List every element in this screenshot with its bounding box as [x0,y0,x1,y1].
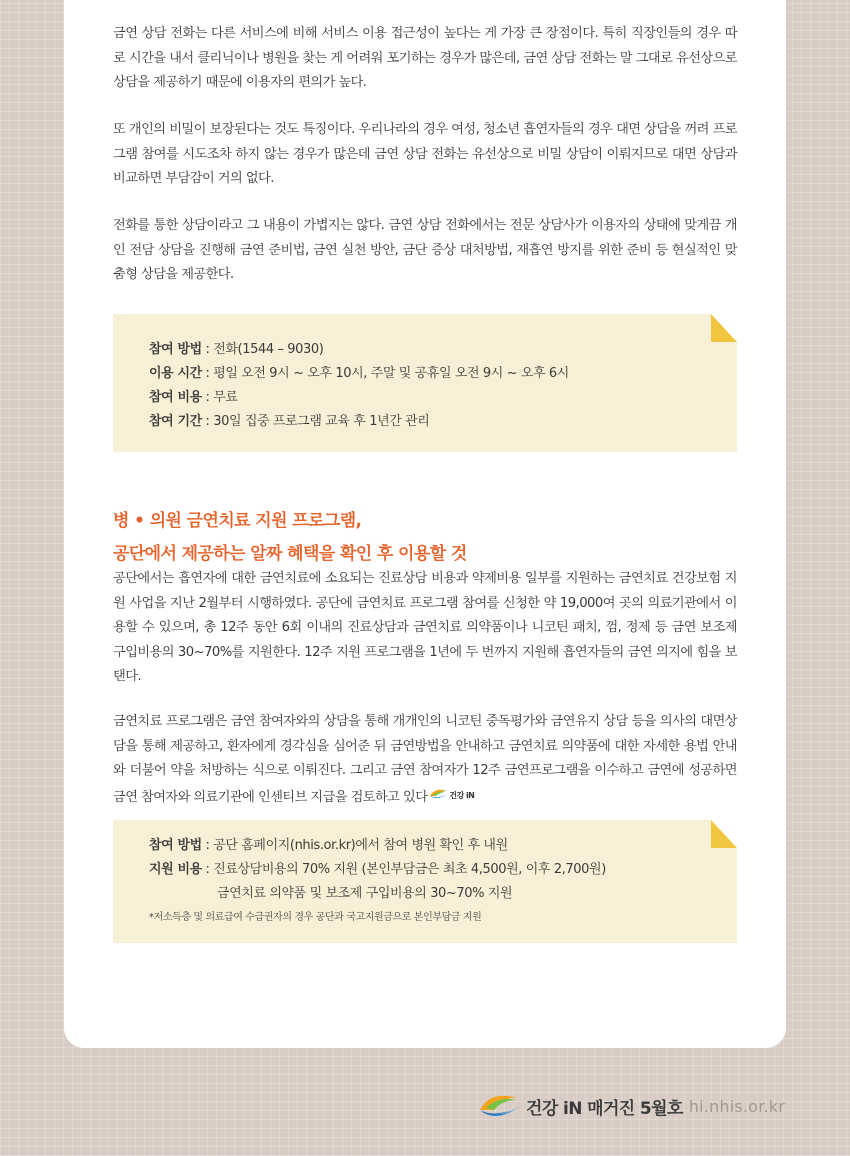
info-label: 참여 기간 [149,414,202,429]
folded-corner [711,820,737,848]
paragraph-treatment-program [113,710,737,810]
paragraph-counseling-content: 전화를 통한 상담이라고 그 내용이 가볍지는 않다. 금연 상담 전화에서는 전문 상담사가 이용자의 상태에 맞게끔 개인 전담 상담을 진행해 금연 준비법, 금연 실천 방안, 금단 증상 대처방법, 재흡연 방지를 위한 준비 등 현실적인 맞춤형 상담을 제공한다. [113,218,737,282]
info-label: 참여 방법 [149,342,202,357]
paragraph-text: 금연치료 프로그램은 금연 참여자와의 상담을 통해 개개인의 니코틴 중독평가와 금연유지 상담 등을 의사의 대면상담을 통해 제공하고, 환자에게 경각심을 심어준 뒤 금연방법을 안내하고 금연치료 의약품에 대한 자세한 용법 안내와 더불어 약을 처방하는 식으로 이뤄진다. 그리고 금연 참여자가 12주 금연프로그램을 이수하고 금연에 성공하면 금연 참여자와 의료기관에 인센티브 지급을 검토하고 있다 [113,714,737,805]
info-label: 지원 비용 [149,862,202,877]
info-box-treatment-support [113,820,737,943]
brand-leaf-icon [429,788,449,800]
info-row-cost [149,386,238,405]
paragraph-phone-convenience: 금연 상담 전화는 다른 서비스에 비해 서비스 이용 접근성이 높다는 게 가장 큰 장점이다. 특히 직장인들의 경우 따로 시간을 내서 클리닉이나 병원을 찾는 게 어려워 포기하는 경우가 많은데, 금연 상담 전화는 말 그대로 유선상으로 상담을 제공하기 때문에 이용자의 편의가 높다. [113,26,737,90]
info-box-phone-counseling [113,314,737,452]
info-footnote: *저소득층 및 의료급여 수급권자의 경우 공단과 국고지원금으로 본인부담금 지원 [149,912,482,923]
info-value: : 진료상담비용의 70% 지원 (본인부담금은 최초 4,500원, 이후 2,700원) [205,862,606,877]
info-row-continuation: 금연치료 의약품 및 보조제 구입비용의 30~70% 지원 [217,886,513,901]
info-row-period [149,410,429,429]
paragraph-privacy: 또 개인의 비밀이 보장된다는 것도 특징이다. 우리나라의 경우 여성, 청소년 흡연자들의 경우 대면 상담을 꺼려 프로그램 참여를 시도조차 하지 않는 경우가 많은데 금연 상담 전화는 유선상으로 비밀 상담이 이뤄지므로 대면 상담과 비교하면 부담감이 거의 없다. [113,122,737,186]
info-row-support-cost [149,858,606,877]
folded-corner [711,314,737,342]
info-value: : 무료 [205,390,238,405]
info-row-hours [149,362,569,381]
section-heading-line2: 공단에서 제공하는 알짜 혜택을 확인 후 이용할 것 [113,544,467,564]
section-heading-line1: 병 • 의원 금연치료 지원 프로그램, [113,511,362,531]
info-label: 참여 비용 [149,390,202,405]
magazine-logo-icon [478,1088,522,1124]
inline-brand-logo [429,784,474,810]
info-value: : 전화(1544 – 9030) [205,342,324,357]
info-value: : 공단 홈페이지(nhis.or.kr)에서 참여 병원 확인 후 내원 [205,838,508,853]
info-value: : 30일 집중 프로그램 교육 후 1년간 관리 [205,414,430,429]
info-value: : 평일 오전 9시 ~ 오후 10시, 주말 및 공휴일 오전 9시 ~ 오후 6시 [205,366,569,381]
paragraph-insurance-support: 공단에서는 흡연자에 대한 금연치료에 소요되는 진료상담 비용과 약제비용 일부를 지원하는 금연치료 건강보험 지원 사업을 지난 2월부터 시행하였다. 공단에 금연치료 프로그램 참여를 신청한 약 19,000여 곳의 의료기관에서 이용할 수 있으며, 총 12주 동안 6회 이내의 진료상담과 금연치료 의약품이나 니코틴 패치, 껌, 정제 등 금연 보조제 구입비용의 30~70%를 지원한다. 12주 지원 프로그램을 1년에 두 번까지 지원해 흡연자들의 금연 의지에 힘을 보탠다. [113,571,737,684]
info-label: 이용 시간 [149,366,202,381]
info-label: 참여 방법 [149,838,202,853]
inline-logo-text: 건강 iN [449,790,475,800]
footer-brand [478,1086,785,1126]
info-row-method [149,338,323,357]
info-row-method [149,834,508,853]
site-url[interactable]: hi.nhis.or.kr [688,1096,786,1116]
magazine-title: 건강 iN 매거진 5월호 [526,1098,683,1119]
